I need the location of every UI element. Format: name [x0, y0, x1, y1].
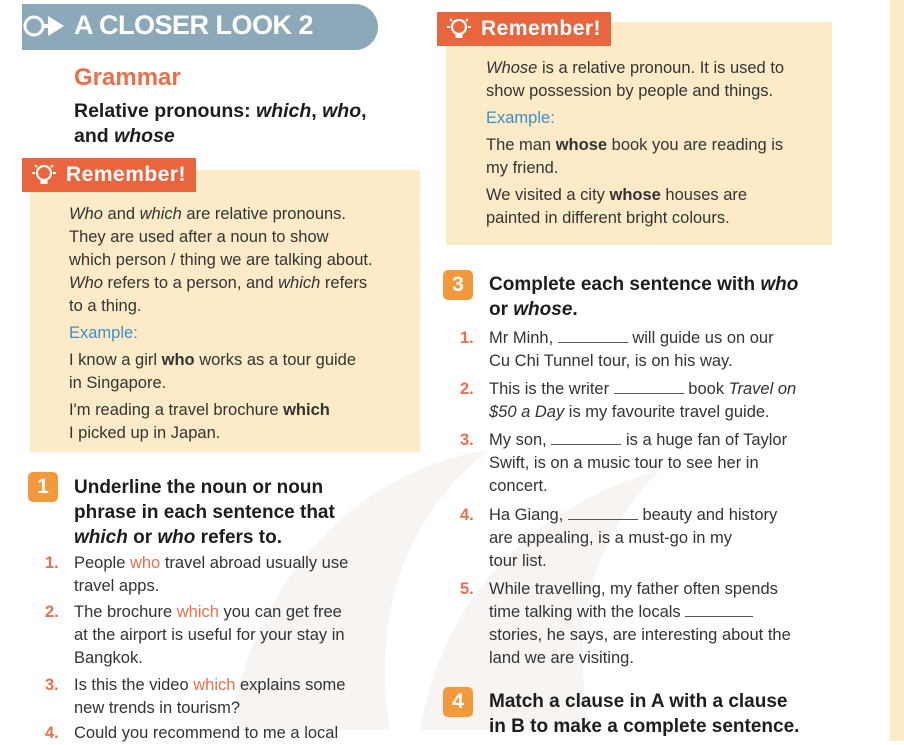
answer-blank[interactable]	[551, 430, 621, 445]
grammar-subtitle: Relative pronouns: which, who, and whose	[74, 100, 367, 147]
page-edge-strip	[890, 0, 904, 741]
lightbulb-icon	[31, 163, 57, 187]
example-label: Example:	[69, 324, 138, 342]
exercise-4-title: Match a clause in A with a clause in B to make a complete sentence.	[489, 691, 800, 737]
exercise-1-item: 1. People who travel abroad usually use travel apps.	[45, 554, 349, 595]
remember-tag-left: Remember!	[22, 158, 196, 192]
exercise-4-badge: 4	[443, 687, 473, 717]
exercise-1-item: 2. The brochure which you can get free at the airport is useful for your stay in Bangkok.	[45, 603, 345, 667]
exercise-3-title: Complete each sentence with who or whose.	[489, 274, 799, 320]
exercise-3-item: 2. This is the writer book Travel on $50 a Day is my favourite travel guide.	[460, 380, 797, 421]
remember-left-text: Who and which are relative pronouns. They are used after a noun to show which person / thing we are talking about. Who refers to a person, and which refers to a thing. Example: I know a girl who works as a tour guide in Singapore. I'm reading a travel brochure which I picked up in Japan.	[69, 203, 414, 445]
answer-blank[interactable]	[558, 328, 628, 343]
pointing-hand-icon	[22, 10, 66, 42]
lightbulb-icon	[446, 17, 472, 41]
exercise-1-badge: 1	[28, 472, 58, 502]
example-label: Example:	[486, 109, 555, 127]
exercise-1-item: 4. Could you recommend to me a local	[45, 724, 339, 742]
answer-blank[interactable]	[568, 505, 638, 520]
section-title: A CLOSER LOOK 2	[74, 10, 314, 40]
remember-tag-right: Remember!	[437, 12, 611, 46]
exercise-3-item: 4. Ha Giang, beauty and history are appealing, is a must-go in my tour list.	[460, 506, 778, 570]
answer-blank[interactable]	[685, 602, 753, 617]
exercise-3-item: 5. While travelling, my father often spends time talking with the locals stories, he says, are interesting about the land we are visiting.	[460, 580, 791, 667]
exercise-3-item: 1. Mr Minh, will guide us on our Cu Chi Tunnel tour, is on his way.	[460, 329, 774, 370]
exercise-3-badge: 3	[443, 270, 473, 300]
exercise-1-title: Underline the noun or noun phrase in each sentence that which or who refers to.	[74, 477, 335, 548]
exercise-3-item: 3. My son, is a huge fan of Taylor Swift, is on a music tour to see her in concert.	[460, 431, 788, 495]
grammar-heading: Grammar	[74, 64, 181, 91]
answer-blank[interactable]	[614, 379, 684, 394]
remember-right-text: Whose is a relative pronoun. It is used to show possession by people and things. Example: The man whose book you are reading is my friend. We visited a city whose houses are painted in different bright colours.	[486, 57, 826, 230]
exercise-1-item: 3. Is this the video which explains some new trends in tourism?	[45, 676, 346, 717]
